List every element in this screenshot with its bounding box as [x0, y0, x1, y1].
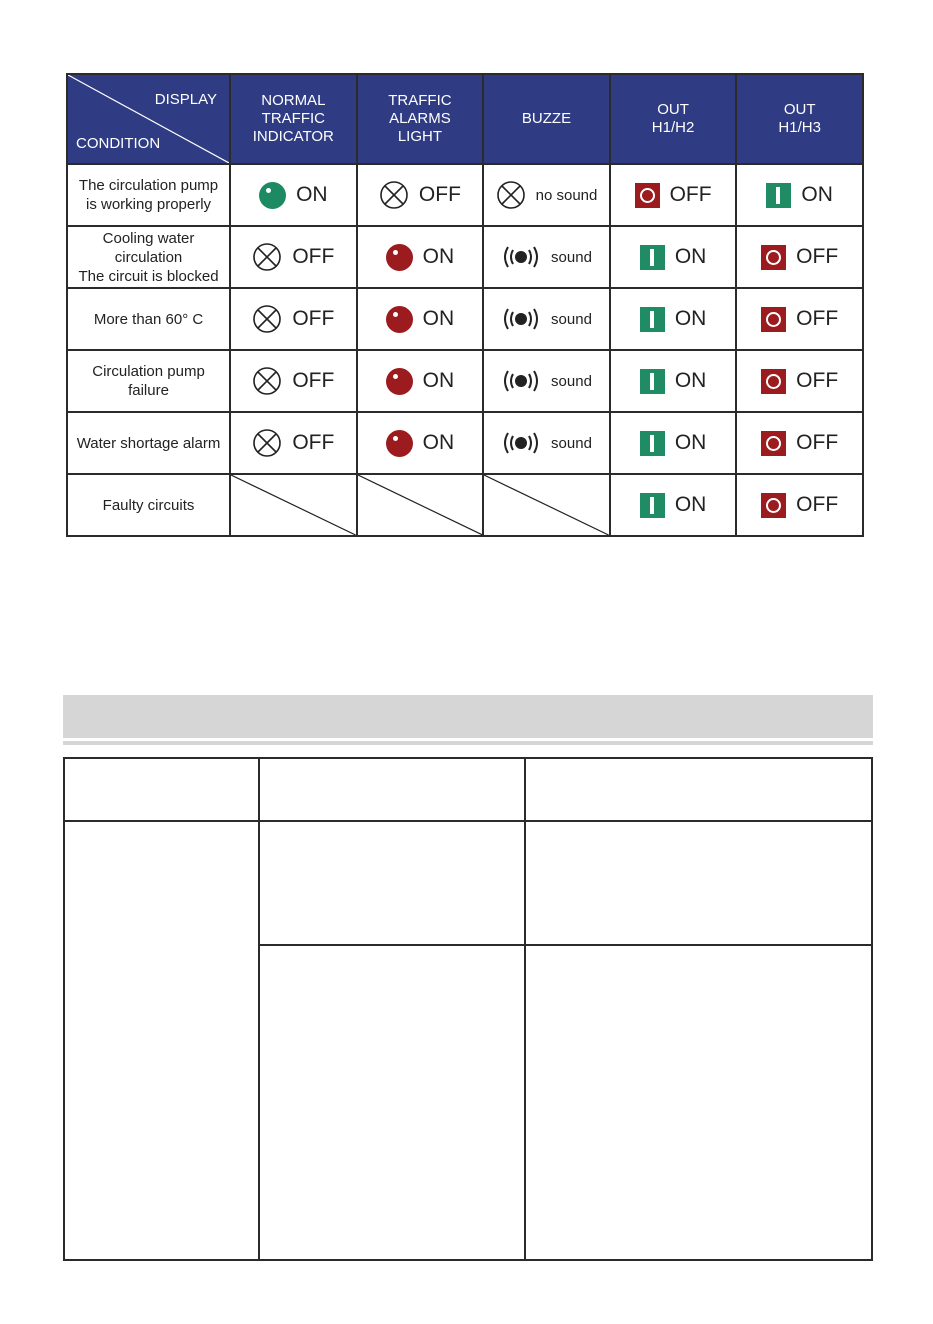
sound-icon [501, 244, 541, 270]
table-cell [259, 758, 525, 821]
status-cell-buzzer [483, 412, 610, 474]
status-text: OFF [796, 245, 839, 268]
status-indicator [611, 493, 736, 518]
condition-cell [67, 474, 230, 536]
condition-text: failure [128, 382, 169, 399]
status-indicator [484, 430, 609, 456]
status-text: OFF [796, 369, 839, 392]
green-on-square-icon [640, 493, 665, 518]
status-table [66, 73, 864, 537]
status-indicator [737, 431, 862, 456]
status-cell-buzzer [483, 350, 610, 412]
status-text: ON [422, 307, 455, 330]
status-text: ON [296, 183, 328, 206]
status-text: sound [551, 372, 592, 390]
table-cell [259, 821, 525, 945]
diagonal-divider [358, 475, 483, 535]
status-text: OFF [292, 431, 335, 454]
status-indicator [484, 180, 609, 210]
red-off-square-icon [761, 431, 786, 456]
status-text: ON [674, 245, 707, 268]
header-out-h1-h2: OUT H1/H2 [610, 74, 737, 164]
header-condition-label: CONDITION [76, 135, 161, 152]
status-cell-buzzer [483, 226, 610, 288]
condition-text: The circuit is blocked [78, 267, 219, 285]
table-row [67, 350, 863, 412]
status-cell-alarm [357, 226, 484, 288]
status-indicator [611, 245, 736, 270]
status-text: OFF [796, 307, 839, 330]
status-cell-h2 [610, 474, 737, 536]
status-text: OFF [796, 431, 839, 454]
table-row [64, 758, 872, 821]
status-text: ON [801, 183, 833, 206]
status-cell-normal [230, 288, 357, 350]
red-dot-icon [386, 368, 413, 395]
header-row [67, 74, 863, 164]
status-cell-buzzer [483, 164, 610, 226]
condition-text: is working properly [86, 196, 212, 213]
header-out-h1-h3: OUT H1/H3 [736, 74, 863, 164]
table-cell [525, 821, 872, 945]
status-text: ON [674, 431, 707, 454]
condition-text: The circulation pump [78, 177, 219, 194]
status-cell-h2 [610, 164, 737, 226]
condition-cell [67, 412, 230, 474]
status-cell-h3 [736, 350, 863, 412]
status-indicator [737, 369, 862, 394]
red-off-square-icon [761, 493, 786, 518]
diagonal-divider [231, 475, 356, 535]
header-normal-indicator: NORMAL TRAFFIC INDICATOR [230, 74, 357, 164]
status-indicator [737, 493, 862, 518]
table-row [64, 821, 872, 945]
red-dot-icon [386, 244, 413, 271]
x-circle-icon [379, 180, 409, 210]
status-indicator [611, 431, 736, 456]
section-header-bar [63, 695, 873, 738]
status-indicator [737, 183, 862, 208]
table-row [67, 164, 863, 226]
condition-cell [67, 226, 230, 288]
status-indicator [358, 244, 483, 271]
status-text: no sound [535, 186, 598, 204]
red-off-square-icon [761, 369, 786, 394]
status-indicator [611, 307, 736, 332]
status-text: OFF [796, 493, 839, 516]
table-row [67, 412, 863, 474]
empty-cell [230, 474, 357, 536]
x-circle-icon [252, 366, 282, 396]
status-indicator [358, 180, 483, 210]
red-dot-icon [386, 430, 413, 457]
status-text: OFF [418, 183, 461, 206]
condition-text: Faulty circuits [102, 496, 195, 514]
red-dot-icon [386, 306, 413, 333]
status-text: sound [551, 434, 592, 452]
empty-cell [483, 474, 610, 536]
status-indicator [484, 306, 609, 332]
condition-cell [67, 288, 230, 350]
table-cell [64, 758, 259, 821]
green-on-square-icon [640, 307, 665, 332]
condition-cell [67, 164, 230, 226]
table-cell [259, 945, 525, 1260]
status-cell-h3 [736, 474, 863, 536]
status-cell-alarm [357, 164, 484, 226]
status-indicator [231, 242, 356, 272]
condition-cell [67, 350, 230, 412]
status-indicator [737, 307, 862, 332]
status-text: sound [551, 310, 592, 328]
status-cell-h3 [736, 164, 863, 226]
status-text: OFF [292, 245, 335, 268]
status-cell-h3 [736, 288, 863, 350]
red-off-square-icon [635, 183, 660, 208]
status-cell-normal [230, 412, 357, 474]
status-indicator [231, 304, 356, 334]
status-cell-h2 [610, 350, 737, 412]
status-indicator [611, 369, 736, 394]
status-cell-alarm [357, 412, 484, 474]
status-cell-h2 [610, 288, 737, 350]
x-circle-icon [252, 242, 282, 272]
status-cell-buzzer [483, 288, 610, 350]
status-text: OFF [292, 369, 335, 392]
status-indicator [358, 430, 483, 457]
status-text: ON [674, 307, 707, 330]
status-indicator [231, 428, 356, 458]
condition-text: Circulation pump [92, 363, 205, 380]
green-dot-icon [259, 182, 286, 209]
status-indicator [737, 245, 862, 270]
status-indicator [358, 306, 483, 333]
sound-icon [501, 368, 541, 394]
status-cell-alarm [357, 350, 484, 412]
status-cell-h3 [736, 412, 863, 474]
x-circle-icon [252, 304, 282, 334]
header-buzzer: BUZZE [483, 74, 610, 164]
empty-cell [357, 474, 484, 536]
status-text: OFF [669, 183, 712, 206]
status-indicator [484, 244, 609, 270]
red-off-square-icon [761, 245, 786, 270]
table-cell [64, 821, 259, 1260]
status-cell-h2 [610, 412, 737, 474]
blank-table [63, 757, 873, 1261]
status-cell-alarm [357, 288, 484, 350]
green-on-square-icon [640, 431, 665, 456]
status-cell-normal [230, 164, 357, 226]
status-cell-h2 [610, 226, 737, 288]
sound-icon [501, 430, 541, 456]
status-text: sound [551, 248, 592, 266]
status-cell-normal [230, 350, 357, 412]
table-cell [525, 945, 872, 1260]
x-circle-icon [496, 180, 526, 210]
status-text: ON [674, 369, 707, 392]
header-alarm-light: TRAFFIC ALARMS LIGHT [357, 74, 484, 164]
red-off-square-icon [761, 307, 786, 332]
header-corner-cell [67, 74, 230, 164]
sound-icon [501, 306, 541, 332]
status-cell-normal [230, 226, 357, 288]
status-indicator [231, 366, 356, 396]
status-text: ON [422, 431, 455, 454]
header-display-label: DISPLAY [154, 91, 218, 108]
table-row [67, 474, 863, 536]
diagonal-divider [484, 475, 609, 535]
condition-text: Cooling water [102, 229, 195, 247]
condition-text: circulation [114, 248, 183, 266]
section-divider [63, 741, 873, 745]
status-text: ON [674, 493, 707, 516]
status-indicator [484, 368, 609, 394]
table-row [67, 226, 863, 288]
status-indicator [231, 182, 356, 209]
status-indicator [358, 368, 483, 395]
status-text: ON [422, 369, 455, 392]
status-cell-h3 [736, 226, 863, 288]
status-indicator [611, 183, 736, 208]
condition-text: Water shortage alarm [76, 434, 221, 452]
green-on-square-icon [640, 369, 665, 394]
x-circle-icon [252, 428, 282, 458]
condition-text: More than 60° C [93, 310, 204, 328]
status-text: ON [422, 245, 455, 268]
table-row [67, 288, 863, 350]
green-on-square-icon [766, 183, 791, 208]
green-on-square-icon [640, 245, 665, 270]
status-text: OFF [292, 307, 335, 330]
table-cell [525, 758, 872, 821]
